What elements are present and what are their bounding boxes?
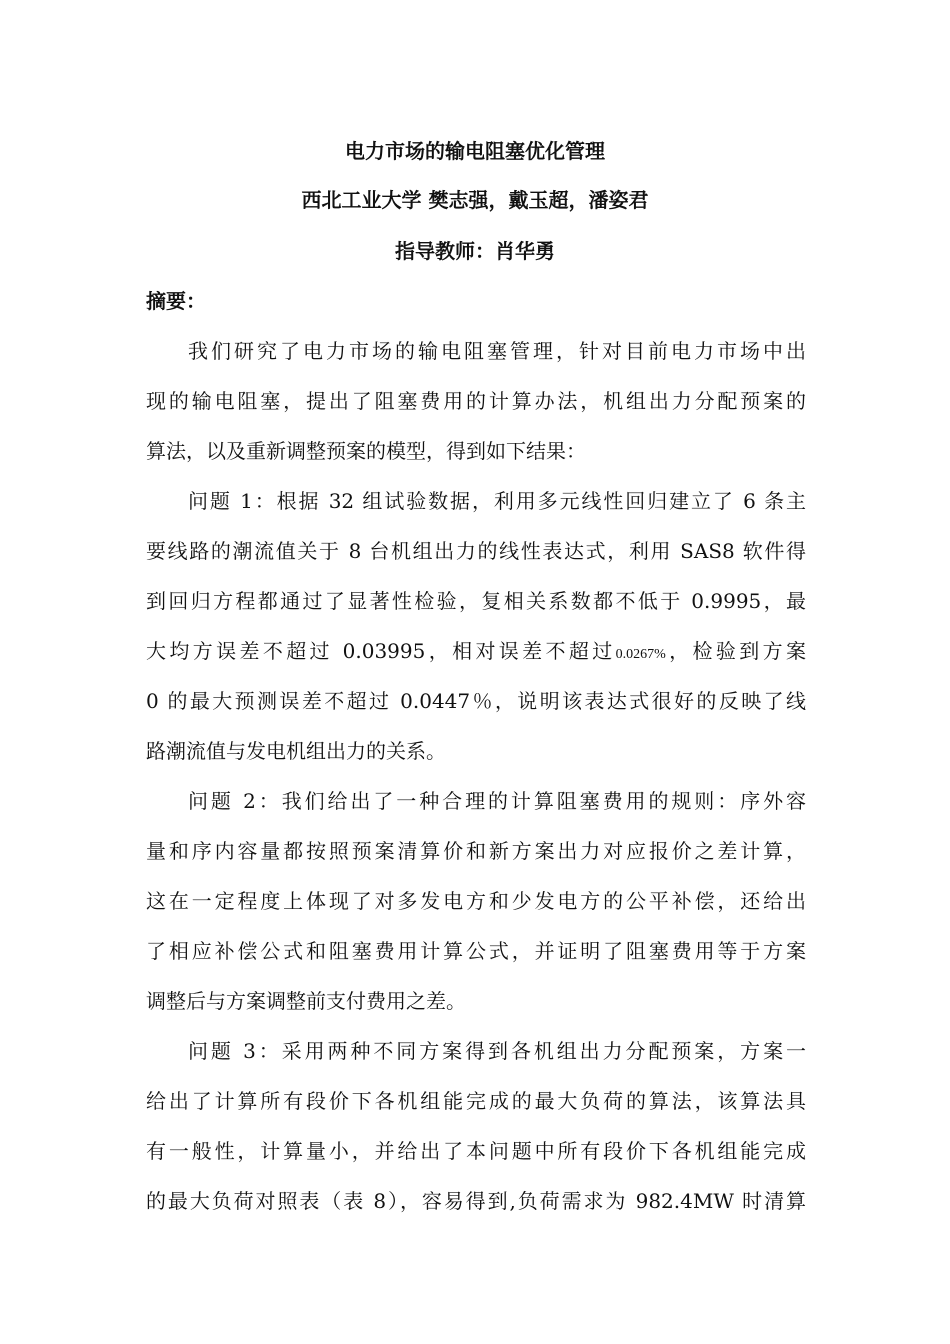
paragraph-line: 了相应补偿公式和阻塞费用计算公式，并证明了阻塞费用等于方案	[146, 939, 806, 963]
paper-title: 电力市场的输电阻塞优化管理	[345, 139, 605, 163]
paragraph-text: 大均方误差不超过 0.03995，相对误差不超过	[146, 639, 616, 663]
paragraph-line: 0 的最大预测误差不超过 0.0447％，说明该表达式很好的反映了线	[146, 689, 806, 713]
paragraph-line: 问题 2：我们给出了一种合理的计算阻塞费用的规则：序外容	[188, 789, 806, 813]
paragraph-line: 量和序内容量都按照预案清算价和新方案出力对应报价之差计算，	[146, 839, 806, 863]
paragraph-line: 有一般性，计算量小，并给出了本问题中所有段价下各机组能完成	[146, 1139, 806, 1163]
paragraph-line: 调整后与方案调整前支付费用之差。	[146, 989, 466, 1013]
paragraph-line: 到回归方程都通过了显著性检验，复相关系数都不低于 0.9995，最	[146, 589, 806, 613]
paragraph-line: 要线路的潮流值关于 8 台机组出力的线性表达式，利用 SAS8 软件得	[146, 539, 806, 563]
paragraph-line: 路潮流值与发电机组出力的关系。	[146, 739, 446, 763]
paragraph-line: 给出了计算所有段价下各机组能完成的最大负荷的算法，该算法具	[146, 1089, 806, 1113]
abstract-heading: 摘要：	[146, 289, 206, 313]
paragraph-line: 我们研究了电力市场的输电阻塞管理，针对目前电力市场中出	[188, 339, 806, 363]
paragraph-line: 的最大负荷对照表（表 8），容易得到,负荷需求为 982.4MW 时清算	[146, 1189, 806, 1213]
relative-error-value: 0.0267%	[615, 647, 666, 662]
advisor-line: 指导教师：肖华勇	[395, 239, 555, 263]
paragraph-line: 算法，以及重新调整预案的模型，得到如下结果：	[146, 439, 586, 463]
paragraph-line: 问题 3：采用两种不同方案得到各机组出力分配预案，方案一	[188, 1039, 806, 1063]
author-line: 西北工业大学 樊志强，戴玉超，潘姿君	[301, 188, 649, 212]
paragraph-line: 问题 1：根据 32 组试验数据，利用多元线性回归建立了 6 条主	[188, 489, 806, 513]
paragraph-line: 这在一定程度上体现了对多发电方和少发电方的公平补偿，还给出	[146, 889, 806, 913]
paragraph-line: 现的输电阻塞，提出了阻塞费用的计算办法，机组出力分配预案的	[146, 389, 806, 413]
paragraph-text: ，检验到方案	[665, 639, 807, 663]
paragraph-line	[146, 636, 806, 670]
